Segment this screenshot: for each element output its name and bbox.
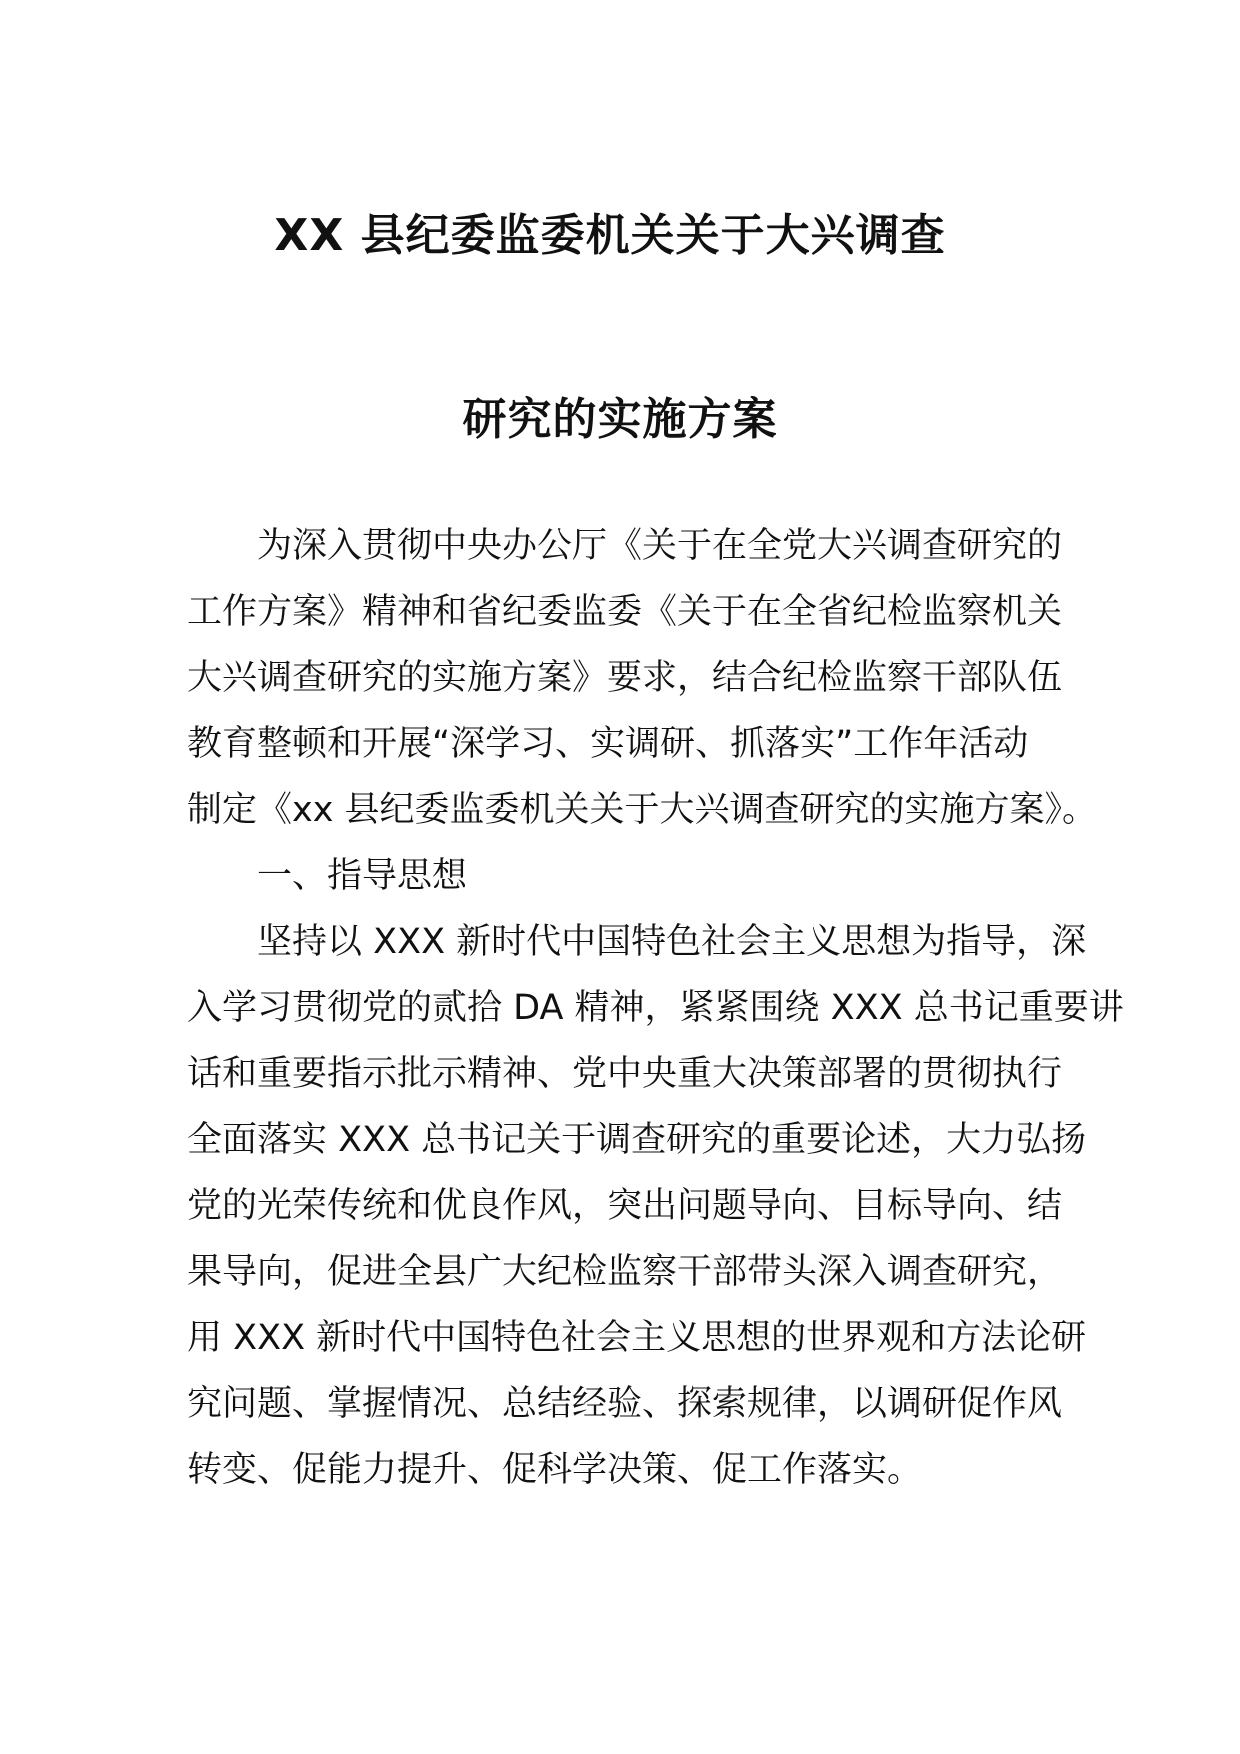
document-title-line-1: XX 县纪委监委机关关于大兴调查: [274, 210, 946, 261]
document-title-line-2: 研究的实施方案: [462, 394, 778, 445]
paragraph-2-line: 转变、促能力提升、促科学决策、促工作落实。: [187, 1450, 923, 1490]
paragraph-1-line: 工作方案》精神和省纪委监委《关于在全省纪检监察机关: [187, 592, 1063, 632]
paragraph-2-line: 坚持以 XXX 新时代中国特色社会主义思想为指导，深: [257, 922, 1087, 962]
paragraph-2-line: 话和重要指示批示精神、党中央重大决策部署的贯彻执行: [187, 1054, 1063, 1094]
section-heading: 一、指导思想: [257, 856, 468, 896]
document-body: [187, 513, 1124, 1503]
paragraph-2-line: 用 XXX 新时代中国特色社会主义思想的世界观和方法论研: [187, 1318, 1087, 1358]
paragraph-1-line: 制定《xx 县纪委监委机关关于大兴调查研究的实施方案》。: [187, 790, 1098, 830]
paragraph-2-line: 全面落实 XXX 总书记关于调查研究的重要论述，大力弘扬: [187, 1120, 1087, 1160]
paragraph-1-line: 为深入贯彻中央办公厅《关于在全党大兴调查研究的: [257, 526, 1063, 566]
paragraph-2-line: 究问题、掌握情况、总结经验、探索规律，以调研促作风: [187, 1384, 1063, 1424]
paragraph-2-line: 入学习贯彻党的贰拾 DA 精神，紧紧围绕 XXX 总书记重要讲: [187, 988, 1124, 1028]
paragraph-2-line: 果导向，促进全县广大纪检监察干部带头深入调查研究，: [187, 1252, 1063, 1292]
paragraph-2-line: 党的光荣传统和优良作风，突出问题导向、目标导向、结: [187, 1186, 1063, 1226]
paragraph-1-line: 大兴调查研究的实施方案》要求，结合纪检监察干部队伍: [187, 658, 1063, 698]
paragraph-1-line: 教育整顿和开展“深学习、实调研、抓落实”工作年活动: [187, 724, 1029, 764]
